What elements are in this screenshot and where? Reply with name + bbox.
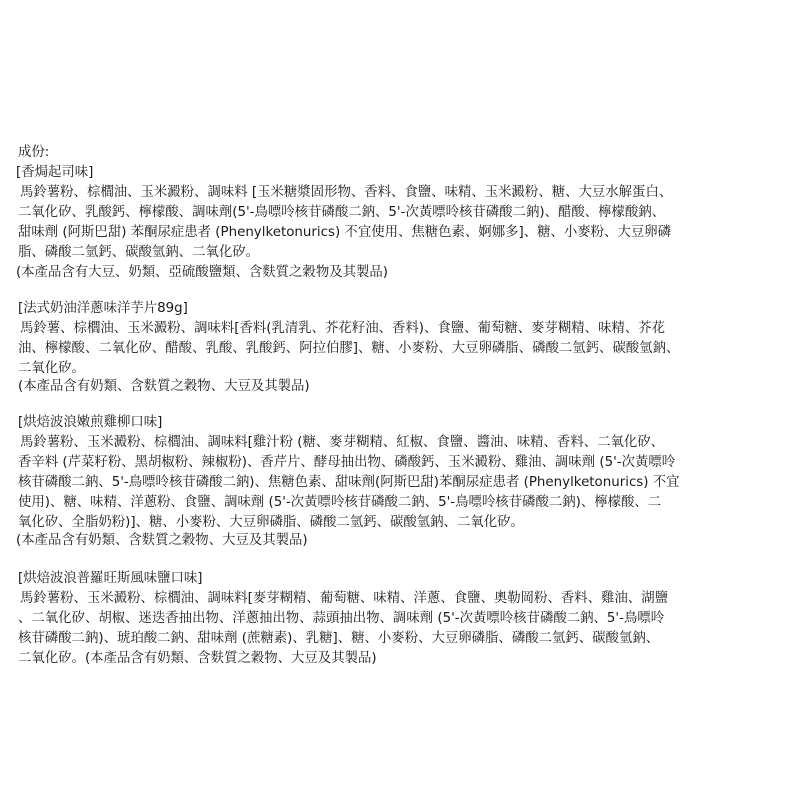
section-line: 馬鈴薯粉、棕櫚油、玉米澱粉、調味料 [玉米糖漿固形物、香料、食鹽、味精、玉米澱粉、糖、大豆水解蛋白、 <box>20 185 673 200</box>
section-line: 、二氧化矽、胡椒、迷迭香抽出物、洋蔥抽出物、蒜頭抽出物、調味劑 (5'-次黃嘌呤核苷磷酸二鈉、5'-鳥嘌呤 <box>18 611 665 626</box>
section-line: 氧化矽、全脂奶粉)]、糖、小麥粉、大豆卵磷脂、磷酸二氫鈣、碳酸氫鈉、二氧化矽。 <box>18 515 524 530</box>
section-line: 油、檸檬酸、二氧化矽、醋酸、乳酸、乳酸鈣、阿拉伯膠]、糖、小麥粉、大豆卵磷脂、磷酸二氫鈣、碳酸氫鈉、 <box>18 341 680 356</box>
section-line: 二氧化矽。 <box>18 361 85 376</box>
section-title-cheese: [香焗起司味] <box>16 165 94 180</box>
section-line: 馬鈴薯粉、玉米澱粉、棕櫚油、調味料[麥芽糊精、葡萄糖、味精、洋蔥、食鹽、奧勒岡粉、香料、雞油、湖鹽 <box>20 591 668 606</box>
section-title-provence: [烘焙波浪普羅旺斯風味鹽口味] <box>18 571 203 586</box>
ingredients-heading: 成份: <box>18 145 50 160</box>
allergen-note: (本產品含有奶類、含麩質之穀物、大豆及其製品) <box>16 533 308 548</box>
section-line: 核苷磷酸二鈉)、琥珀酸二鈉、甜味劑 (蔗糖素)、乳糖]、糖、小麥粉、大豆卵磷脂、磷酸二氫鈣、碳酸氫鈉、 <box>18 631 660 646</box>
section-line: 甜味劑 (阿斯巴甜) 苯酮尿症患者 (Phenylketonurics) 不宜使用、焦糖色素、婀娜多]、糖、小麥粉、大豆卵磷 <box>18 225 672 240</box>
section-title-chicken: [烘焙波浪嫩煎雞柳口味] <box>18 415 163 430</box>
section-line: 使用)、糖、味精、洋蔥粉、食鹽、調味劑 (5'-次黃嘌呤核苷磷酸二鈉、5'-鳥嘌呤核苷磷酸二鈉)、檸檬酸、二 <box>18 495 662 510</box>
section-line: 馬鈴薯、棕櫚油、玉米澱粉、調味料[香料(乳清乳、芥花籽油、香料)、食鹽、葡萄糖、麥芽糊精、味精、芥花 <box>20 321 666 336</box>
section-line: 二氧化矽。(本產品含有奶類、含麩質之穀物、大豆及其製品) <box>18 651 377 666</box>
section-title-onion: [法式奶油洋蔥味洋芋片89g] <box>18 301 188 316</box>
section-line: 香辛料 (芹菜籽粉、黑胡椒粉、辣椒粉)、香芹片、酵母抽出物、磷酸鈣、玉米澱粉、雞油、調味劑 (5'-次黃嘌呤 <box>18 455 676 470</box>
section-line: 馬鈴薯粉、玉米澱粉、棕櫚油、調味料[雞汁粉 (糖、麥芽糊精、紅椒、食鹽、醬油、味精、香料、二氧化矽、 <box>20 435 665 450</box>
section-line: 核苷磷酸二鈉、5'-鳥嘌呤核苷磷酸二鈉)、焦糖色素、甜味劑(阿斯巴甜)苯酮尿症患者 (Phenylketonurics) 不宜 <box>18 475 680 490</box>
allergen-note: (本產品含有奶類、含麩質之穀物、大豆及其製品) <box>18 379 310 394</box>
section-line: 脂、磷酸二氫鈣、碳酸氫鈉、二氧化矽。 <box>18 245 260 260</box>
section-line: 二氧化矽、乳酸鈣、檸檬酸、調味劑(5'-鳥嘌呤核苷磷酸二鈉、5'-次黃嘌呤核苷磷酸二鈉)、醋酸、檸檬酸鈉、 <box>18 205 666 220</box>
allergen-note: (本產品含有大豆、奶類、亞硫酸鹽類、含麩質之穀物及其製品) <box>16 265 388 280</box>
